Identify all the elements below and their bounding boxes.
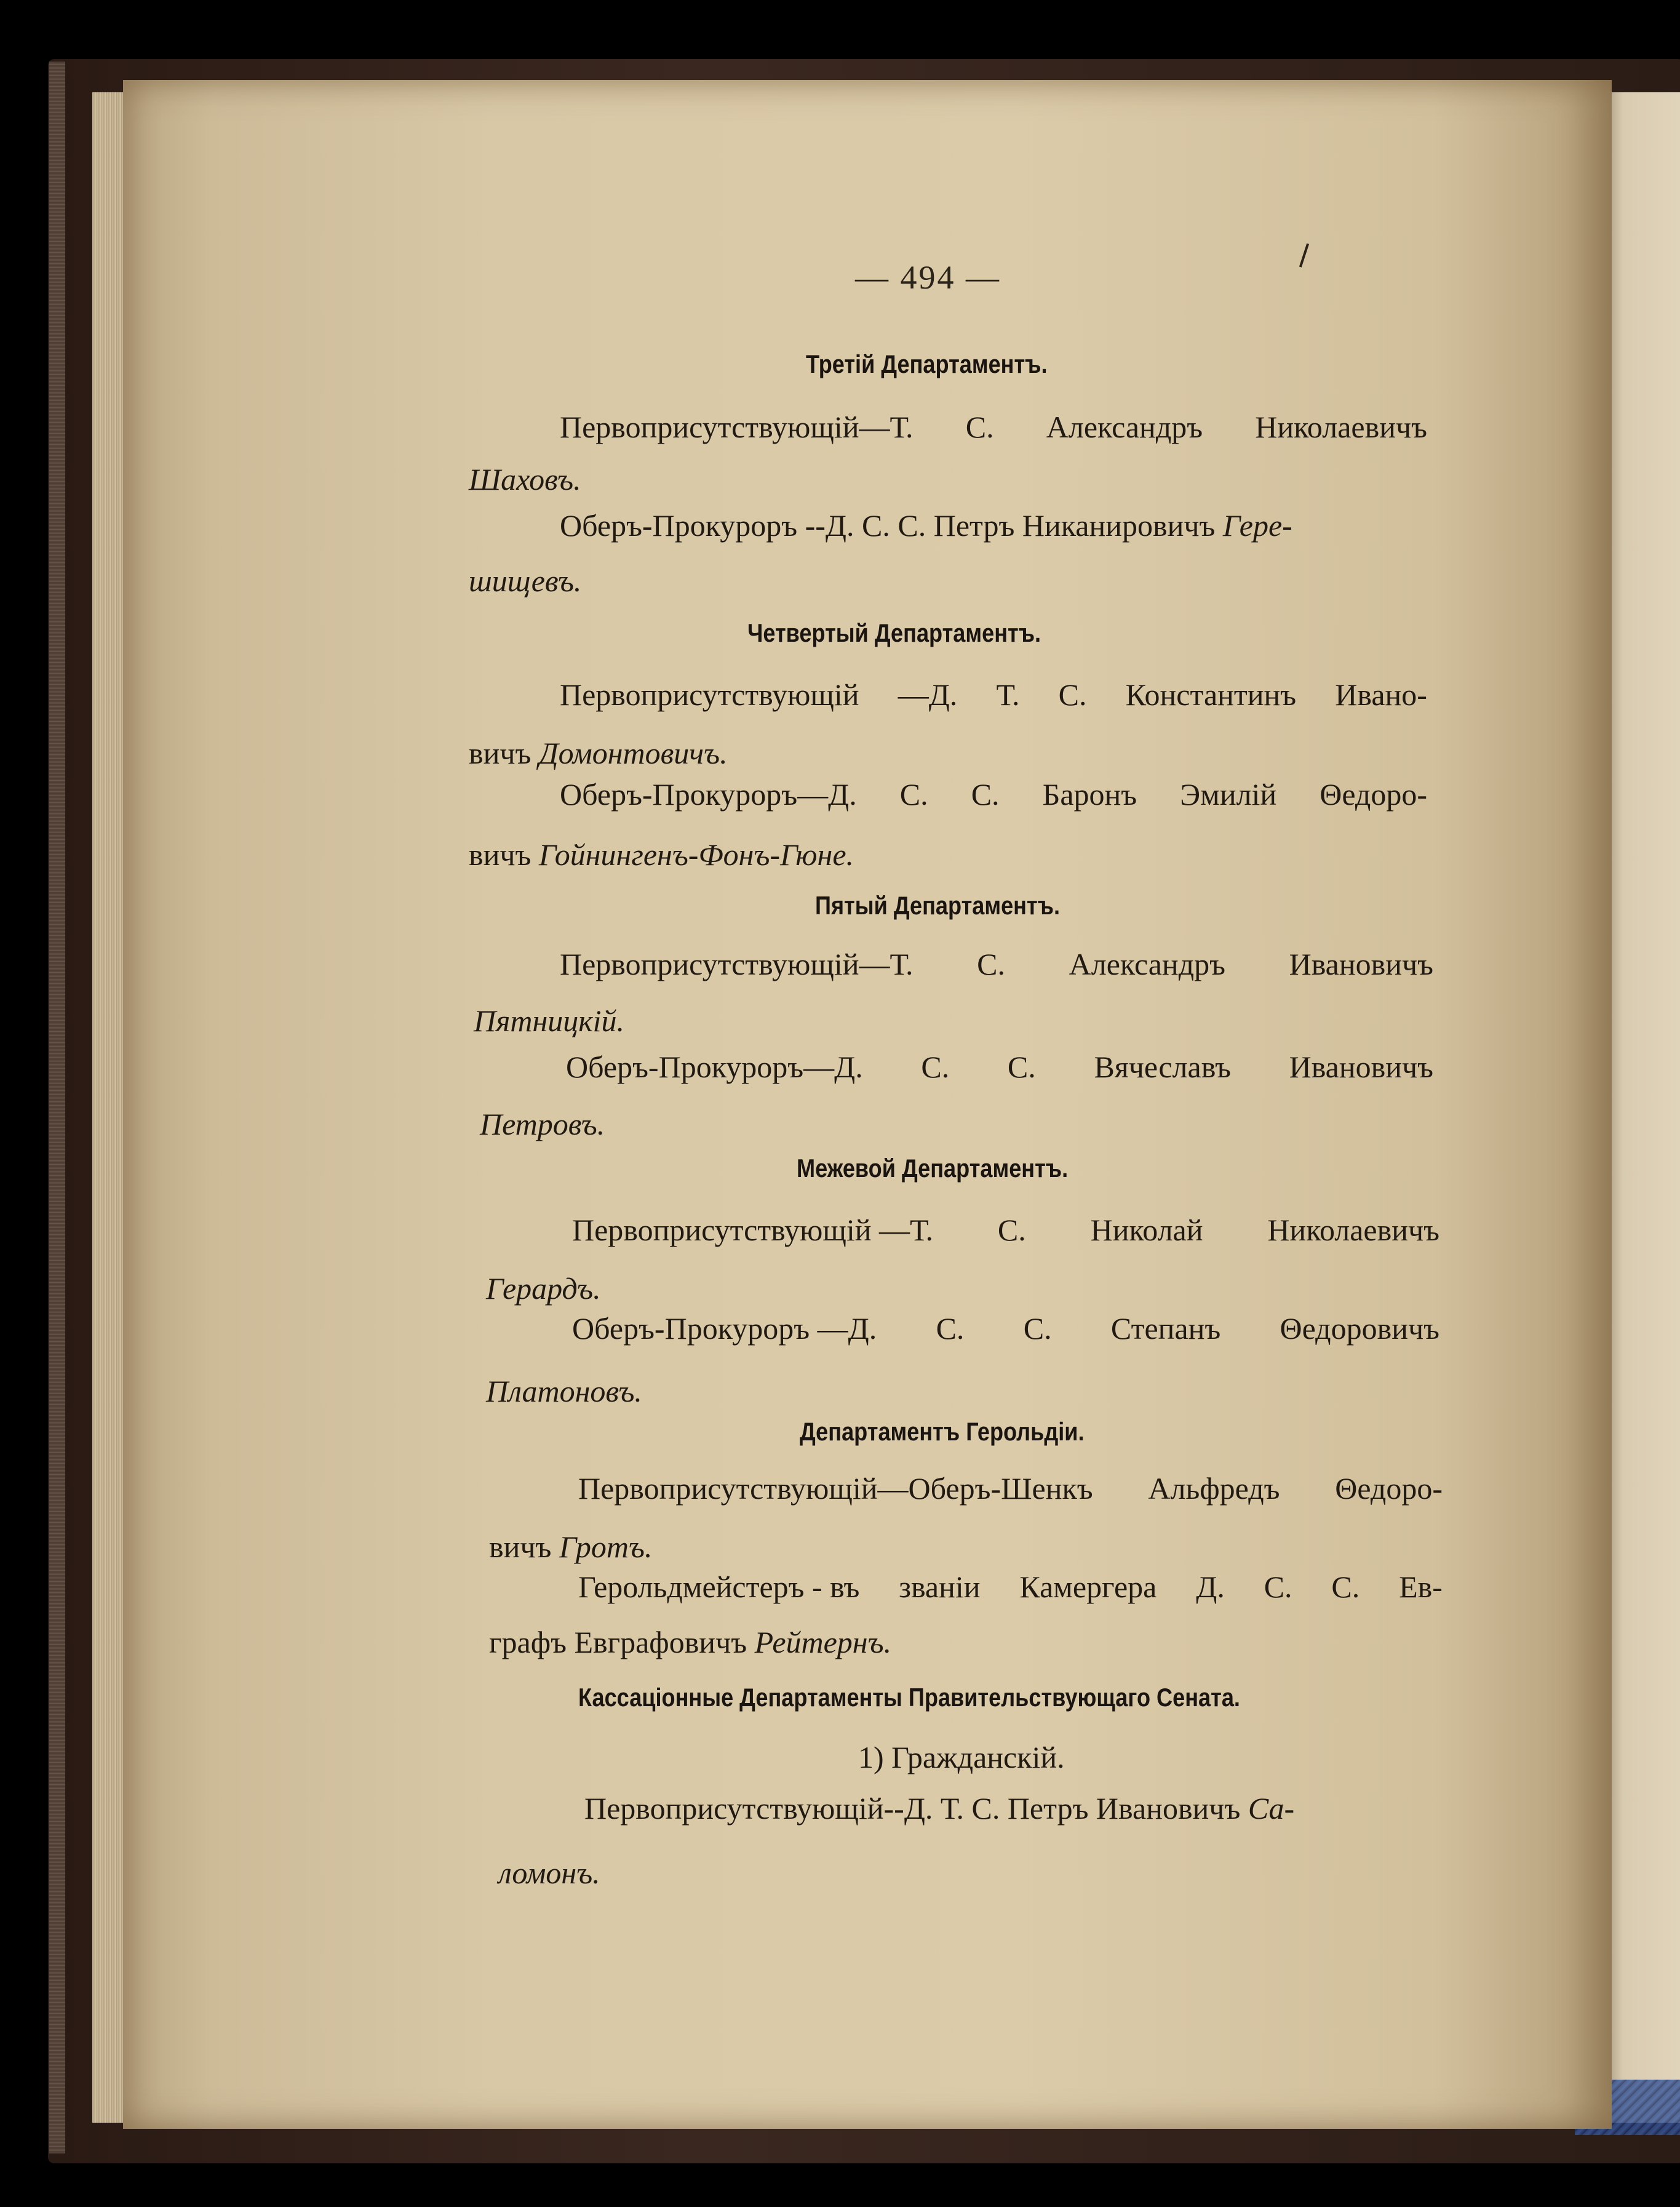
text-line [469, 735, 728, 771]
section-heading: Пятый Департаментъ. [815, 891, 1061, 920]
word: Θедоровичъ [1280, 1311, 1439, 1346]
section-heading: Четвертый Департаментъ. [747, 618, 1041, 647]
text-span: Оберъ-Прокуроръ --Д. С. С. Петръ Никанировичъ [560, 508, 1223, 543]
text-line: Петровъ. [480, 1107, 605, 1141]
text-line [560, 677, 1427, 712]
word: —Д. [898, 677, 958, 712]
word: С. [899, 777, 928, 812]
word: С. [1331, 1570, 1360, 1604]
text-line: Шаховъ. [469, 462, 581, 497]
word: званіи [899, 1570, 981, 1604]
section-heading: Межевой Департаментъ. [797, 1154, 1069, 1183]
text-span: Гере- [1222, 508, 1292, 543]
section-heading: Кассаціонные Департаменты Правительствующаго Сената. [578, 1683, 1240, 1712]
text-line [572, 1212, 1439, 1248]
text-line: Герардъ. [486, 1271, 601, 1306]
word: Θедоро- [1335, 1471, 1443, 1506]
text-line [566, 1049, 1433, 1085]
word: Вячеславъ [1094, 1050, 1231, 1084]
text-line: Пятницкій. [474, 1004, 625, 1038]
cover-edge [49, 62, 65, 2153]
section-heading: Третій Департаментъ. [806, 349, 1048, 378]
text-line: Платоновъ. [486, 1374, 642, 1408]
word: Первоприсутствующій [560, 677, 859, 712]
word: Т. [996, 677, 1020, 712]
text-line [489, 1529, 653, 1565]
subheading: 1) Гражданскій. [858, 1740, 1065, 1774]
word: Оберъ-Прокуроръ —Д. [572, 1311, 877, 1346]
word: Николай [1090, 1213, 1203, 1247]
word: Баронъ [1042, 777, 1137, 812]
text-line [572, 1311, 1439, 1346]
text-line [560, 776, 1427, 812]
word: Первоприсутствующій —Т. [572, 1213, 934, 1247]
word: С. [1058, 677, 1087, 712]
word: Николаевичъ [1255, 410, 1427, 444]
word: Константинъ [1125, 677, 1297, 712]
word: Первоприсутствующій—Т. [560, 410, 914, 444]
text-span: графъ Евграфовичъ [489, 1625, 755, 1659]
text-line [578, 1569, 1443, 1605]
text-line [584, 1790, 1294, 1826]
word: Герольдмейстеръ - въ [578, 1570, 860, 1604]
word: Александръ [1046, 410, 1203, 444]
word: Оберъ-Прокуроръ—Д. [566, 1050, 863, 1084]
text-span: вичъ [469, 837, 539, 872]
text-span: вичъ [489, 1530, 559, 1564]
text-span: Первоприсутствующій--Д. Т. С. Петръ Ивановичъ [584, 1791, 1248, 1826]
text-line [560, 409, 1427, 445]
word: Эмилій [1180, 777, 1277, 812]
word: Ивановичъ [1289, 1050, 1433, 1084]
word: С. [1007, 1050, 1036, 1084]
word: Ивано- [1335, 677, 1427, 712]
text-span: Рейтернъ. [754, 1625, 892, 1659]
word: С. [971, 777, 1000, 812]
word: Оберъ-Прокуроръ—Д. [560, 777, 857, 812]
text-span: Гротъ. [559, 1530, 653, 1564]
word: С. [977, 947, 1006, 981]
word: С. [997, 1213, 1026, 1247]
word: С. [965, 410, 994, 444]
text-span: Са- [1248, 1791, 1295, 1826]
text-line: шищевъ. [469, 564, 582, 598]
word: Д. [1196, 1570, 1225, 1604]
word: Ивановичъ [1289, 947, 1433, 981]
text-line [560, 946, 1433, 982]
word: Альфредъ [1148, 1471, 1280, 1506]
text-line: ломонъ. [498, 1856, 600, 1890]
section-heading: Департаментъ Герольдіи. [800, 1417, 1085, 1446]
word: Ев- [1399, 1570, 1443, 1604]
text-span: Гойнингенъ-Фонъ-Гюне. [538, 837, 854, 872]
text-span: вичъ [469, 736, 539, 770]
word: С. [936, 1311, 965, 1346]
word: Первоприсутствующій—Оберъ-Шенкъ [578, 1471, 1093, 1506]
text-span: Домонтовичъ. [538, 736, 728, 770]
word: Николаевичъ [1267, 1213, 1439, 1247]
text-line [469, 837, 854, 872]
text-line [578, 1471, 1443, 1506]
word: С. [921, 1050, 950, 1084]
word: С. [1023, 1311, 1052, 1346]
word: Θедоро- [1320, 777, 1427, 812]
text-line [489, 1624, 891, 1660]
word: С. [1264, 1570, 1292, 1604]
page-number: — 494 — [855, 259, 1001, 296]
word: Александръ [1069, 947, 1225, 981]
word: Первоприсутствующій—Т. [560, 947, 914, 981]
word: Степанъ [1110, 1311, 1221, 1346]
word: Камергера [1019, 1570, 1157, 1604]
text-line [560, 508, 1292, 543]
